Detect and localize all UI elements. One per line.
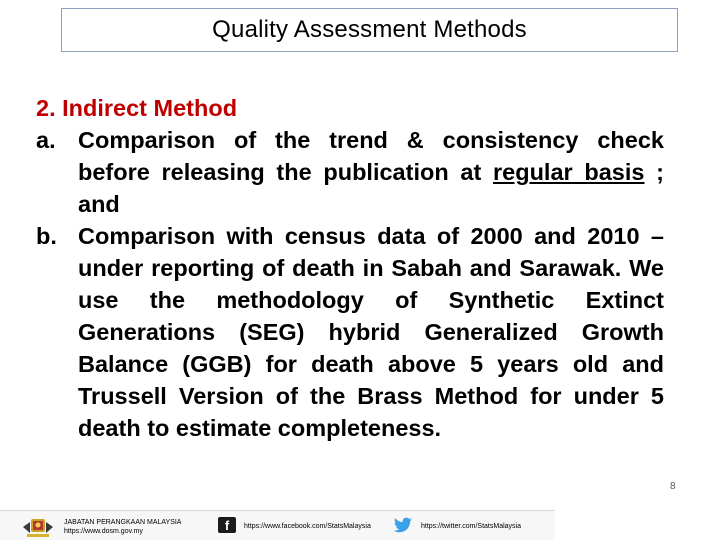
department-name: JABATAN PERANGKAAN MALAYSIA	[64, 519, 182, 526]
page-number: 8	[670, 481, 676, 492]
facebook-link[interactable]: https://www.facebook.com/StatsMalaysia	[244, 523, 371, 530]
website-link[interactable]: https://www.dosm.gov.my	[64, 528, 143, 535]
coat-of-arms-icon	[21, 517, 55, 539]
list-marker-b: b.	[36, 223, 57, 249]
underlined-phrase: regular basis	[493, 159, 645, 185]
list-text-a-end: ; and	[78, 159, 664, 217]
slide-content	[36, 92, 664, 444]
list-item-b	[36, 220, 664, 444]
twitter-link[interactable]: https://twitter.com/StatsMalaysia	[421, 523, 521, 530]
facebook-icon[interactable]: f	[218, 517, 236, 533]
footer	[0, 481, 720, 540]
list-text-b: Comparison with census data of 2000 and 2010 – under reporting of death in Sabah and Sarawak. We use the methodology of Synthetic Extinct Generations (SEG) hybrid Generalized Growth Balance (GGB) for death above 5 years old and Trussell Version of the Brass Method for under 5 death to estimate completeness.	[78, 223, 664, 441]
department-info	[64, 518, 181, 536]
list-item-a	[36, 124, 664, 220]
list-marker-a: a.	[36, 127, 56, 153]
slide-title: Quality Assessment Methods	[212, 16, 527, 43]
twitter-icon[interactable]	[393, 517, 413, 533]
list-text-a	[78, 124, 664, 220]
section-heading: 2. Indirect Method	[36, 95, 238, 121]
list-text-a-start: Comparison of the trend & consistency check before releasing the publication at	[78, 127, 664, 185]
title-box	[61, 8, 678, 52]
